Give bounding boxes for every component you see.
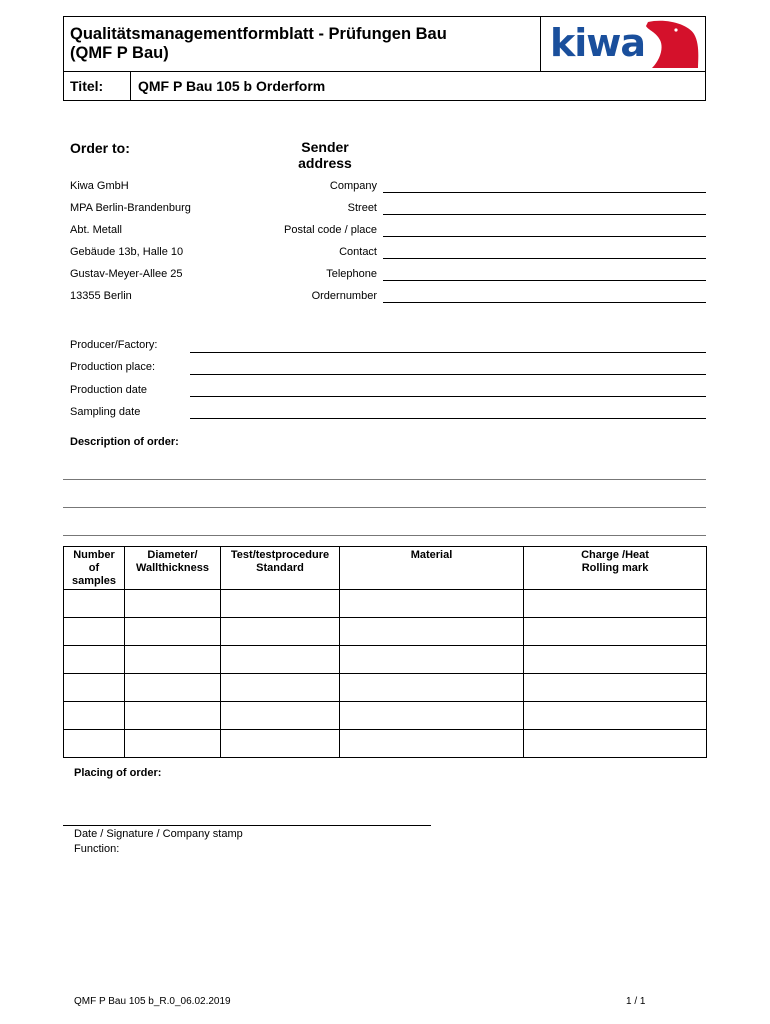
document-title-line-2: (QMF P Bau): [70, 44, 169, 62]
table-cell[interactable]: [125, 646, 221, 674]
production-field-label: Production place:: [70, 361, 155, 373]
kiwa-logo-mark: [646, 21, 698, 68]
table-cell[interactable]: [64, 590, 125, 618]
description-line[interactable]: [63, 535, 706, 536]
order-to-line: Gustav-Meyer-Allee 25: [70, 268, 183, 280]
table-cell[interactable]: [340, 674, 524, 702]
producer-factory-field[interactable]: [190, 352, 706, 353]
signature-caption: [74, 827, 243, 857]
header-charge-heat: [524, 547, 707, 590]
order-to-line: Abt. Metall: [70, 224, 122, 236]
table-cell[interactable]: [524, 618, 707, 646]
header-text: samples: [71, 575, 117, 587]
header-text: Number: [73, 549, 115, 561]
order-to-heading: Order to:: [70, 140, 130, 156]
header-text: Wallthickness: [136, 562, 209, 574]
table-cell[interactable]: [64, 646, 125, 674]
table-cell[interactable]: [221, 618, 340, 646]
table-cell[interactable]: [524, 590, 707, 618]
table-cell[interactable]: [221, 730, 340, 758]
table-cell[interactable]: [340, 646, 524, 674]
sender-field-label: Company: [329, 180, 377, 192]
table-row: [64, 702, 707, 730]
header-text: Rolling mark: [581, 562, 649, 574]
table-header-row: [64, 547, 707, 590]
titel-value: QMF P Bau 105 b Orderform: [138, 78, 326, 94]
sender-heading-line-2: address: [298, 155, 352, 171]
sender-heading-line-1: Sender: [301, 139, 349, 155]
production-date-field[interactable]: [190, 396, 706, 397]
sender-contact-field[interactable]: [383, 258, 706, 259]
header-text: Material: [410, 549, 453, 561]
header-text: Standard: [256, 562, 304, 574]
header-divider-vertical: [540, 16, 541, 71]
table-row: [64, 730, 707, 758]
header-text: Diameter/: [147, 549, 198, 561]
sender-field-label: Street: [347, 202, 377, 214]
description-line[interactable]: [63, 479, 706, 480]
production-field-label: Sampling date: [70, 406, 141, 418]
titel-label: Titel:: [70, 78, 104, 94]
order-to-line: Gebäude 13b, Halle 10: [70, 246, 184, 258]
sender-field-label: Contact: [339, 246, 377, 258]
table-cell[interactable]: [125, 702, 221, 730]
header-test-procedure: [221, 547, 340, 590]
table-row: [64, 674, 707, 702]
signature-caption-line-1: Date / Signature / Company stamp: [74, 828, 243, 840]
header-text: of: [88, 562, 100, 574]
description-label: Description of order:: [70, 436, 179, 448]
production-field-label: Production date: [70, 384, 148, 396]
order-to-line: Kiwa GmbH: [70, 180, 129, 192]
table-cell[interactable]: [125, 674, 221, 702]
sender-ordernumber-field[interactable]: [383, 302, 706, 303]
sender-postal-code-field[interactable]: [383, 236, 706, 237]
sender-telephone-field[interactable]: [383, 280, 706, 281]
table-cell[interactable]: [125, 730, 221, 758]
placing-of-order-label: Placing of order:: [74, 767, 162, 779]
signature-caption-line-2: Function:: [74, 843, 120, 855]
table-cell[interactable]: [64, 618, 125, 646]
table-cell[interactable]: [125, 618, 221, 646]
header-material: [340, 547, 524, 590]
table-cell[interactable]: [524, 730, 707, 758]
titel-divider: [130, 71, 131, 101]
table-cell[interactable]: [340, 590, 524, 618]
footer-document-id: QMF P Bau 105 b_R.0_06.02.2019: [74, 996, 231, 1007]
kiwa-logo-eye: [674, 28, 677, 31]
sender-field-label: Ordernumber: [311, 290, 377, 302]
document-title: [70, 25, 530, 63]
table-cell[interactable]: [221, 702, 340, 730]
table-cell[interactable]: [125, 590, 221, 618]
table-row: [64, 590, 707, 618]
document-title-line-1: Qualitätsmanagementformblatt - Prüfungen Bau: [70, 25, 447, 43]
header-text: Test/testprocedure: [230, 549, 330, 561]
header-number-of-samples: [64, 547, 125, 590]
signature-line[interactable]: [63, 825, 431, 826]
kiwa-logo: [548, 20, 700, 68]
table-cell[interactable]: [221, 646, 340, 674]
table-cell[interactable]: [340, 702, 524, 730]
sender-company-field[interactable]: [383, 192, 706, 193]
kiwa-logo-text: kiwa: [550, 21, 646, 65]
table-cell[interactable]: [64, 702, 125, 730]
table-cell[interactable]: [524, 674, 707, 702]
table-cell[interactable]: [340, 730, 524, 758]
table-cell[interactable]: [221, 674, 340, 702]
header-diameter: [125, 547, 221, 590]
table-cell[interactable]: [524, 702, 707, 730]
sender-field-label: Telephone: [326, 268, 377, 280]
production-place-field[interactable]: [190, 374, 706, 375]
footer-page-number: 1 / 1: [626, 996, 646, 1007]
table-row: [64, 618, 707, 646]
order-to-line: MPA Berlin-Brandenburg: [70, 202, 191, 214]
sender-street-field[interactable]: [383, 214, 706, 215]
table-cell[interactable]: [221, 590, 340, 618]
table-cell[interactable]: [64, 730, 125, 758]
header-divider-horizontal: [63, 71, 706, 72]
sender-address-heading: [292, 139, 358, 171]
table-row: [64, 646, 707, 674]
sender-field-label: Postal code / place: [284, 224, 377, 236]
order-to-line: 13355 Berlin: [70, 290, 132, 302]
description-line[interactable]: [63, 507, 706, 508]
table-cell[interactable]: [524, 646, 707, 674]
samples-table: [63, 546, 707, 758]
production-field-label: Producer/Factory:: [70, 339, 158, 351]
table-cell[interactable]: [64, 674, 125, 702]
table-cell[interactable]: [340, 618, 524, 646]
sampling-date-field[interactable]: [190, 418, 706, 419]
header-text: Charge /Heat: [581, 549, 649, 561]
